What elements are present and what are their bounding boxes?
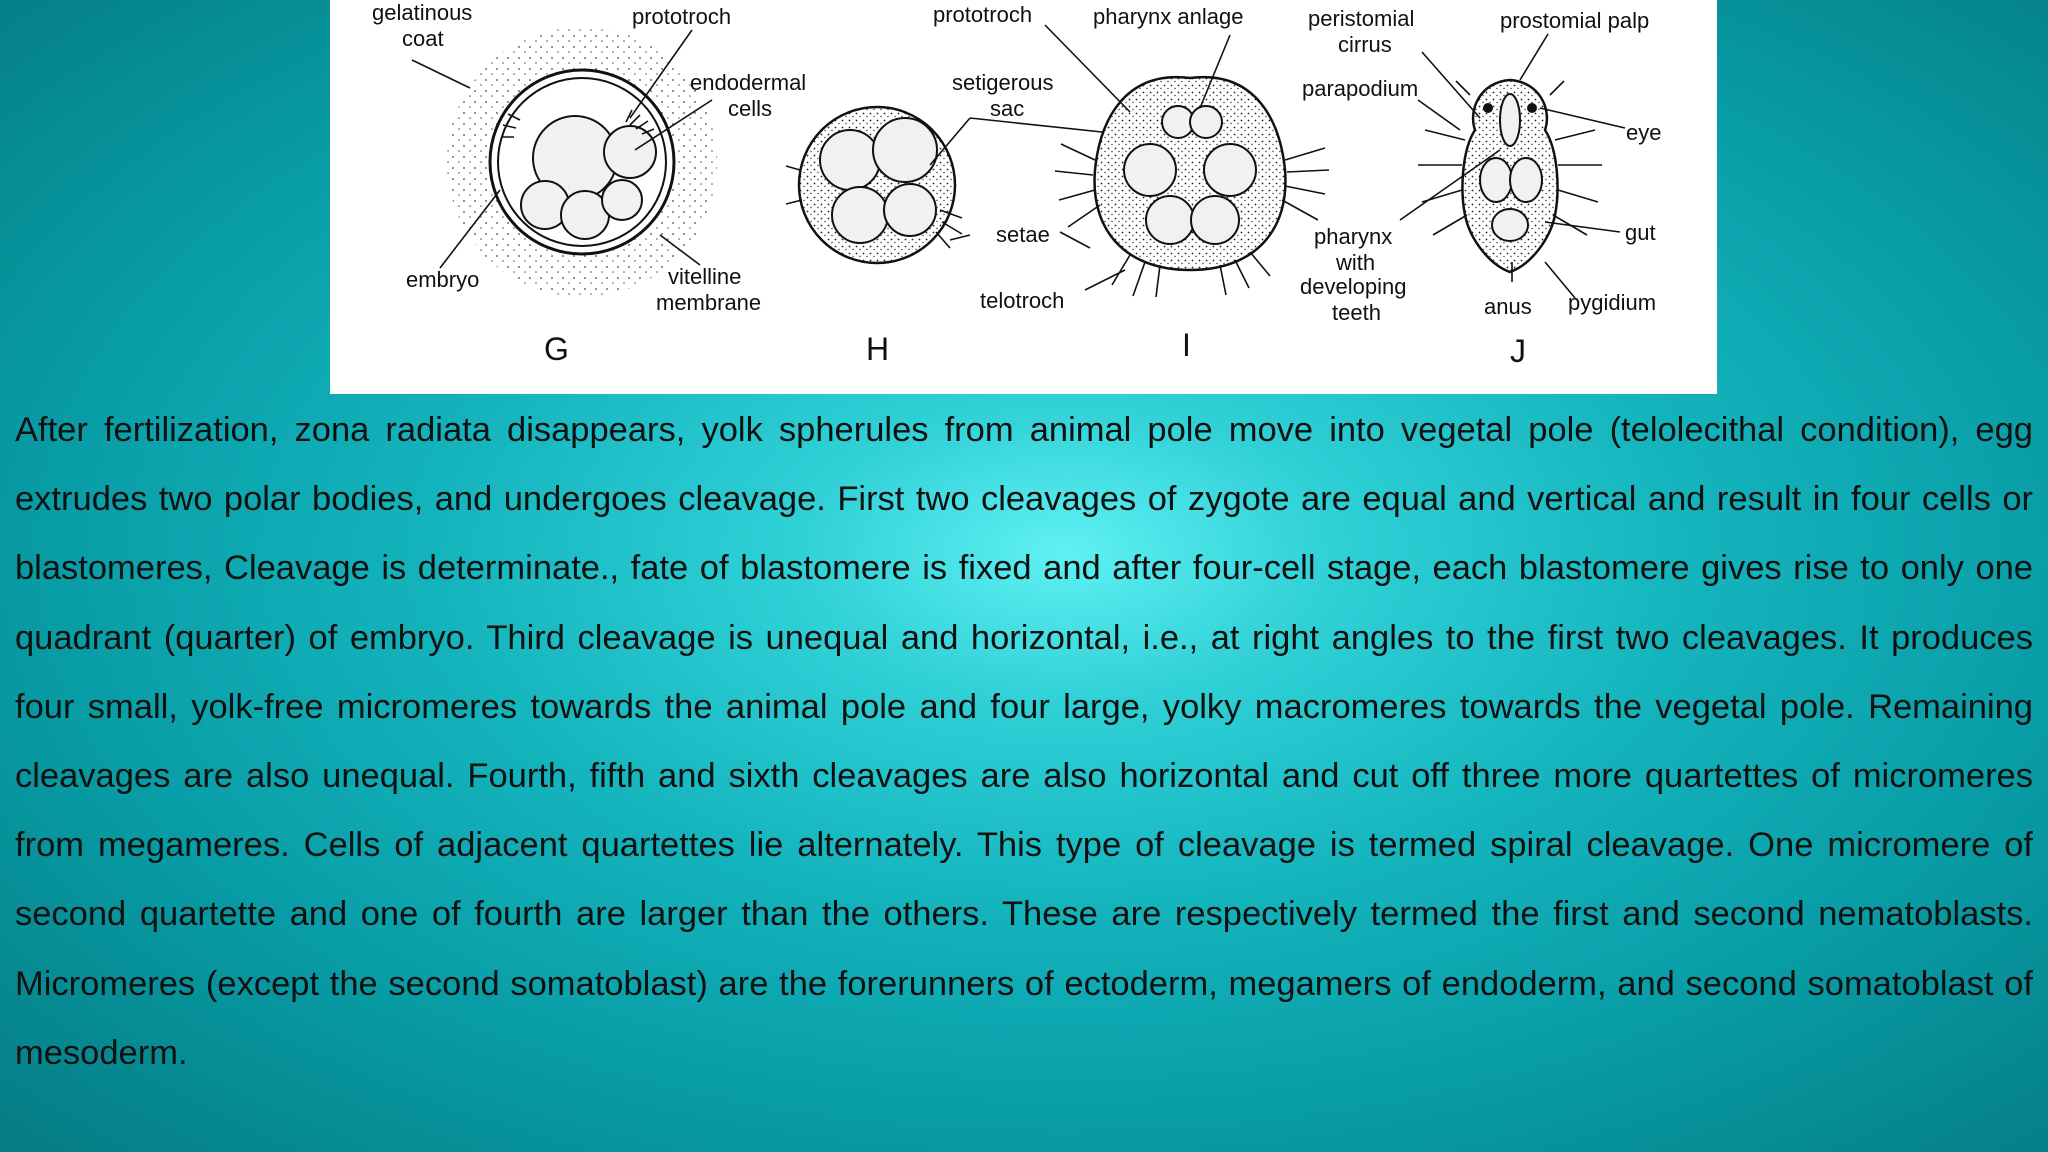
body-paragraph: After fertilization, zona radiata disappears, yolk spherules from animal pole move into vegetal pole (telolecithal condition), egg extrudes two polar bodies, and undergoes cleavage. First two cleavages of zygote are equal and vertical and result in four cells or blastomeres, Cleavage is determinate., fate of blastomere is fixed and after four-cell stage, each blastomere gives rise to only one quadrant (quarter) of embryo. Third cleavage is unequal and horizontal, i.e., at right angles to the first two cleavages. It produces four small, yolk-free micromeres towards the animal pole and four large, yolky macromeres towards the vegetal pole. Remaining cleavages are also unequal. Fourth, fifth and sixth cleavages are also horizontal and cut off three more quartettes of micromeres from megameres. Cells of adjacent quartettes lie alternately. This type of cleavage is termed spiral cleavage. One micromere of second quartette and one of fourth are larger than the others. These are respectively termed the first and second nematoblasts. Micromeres (except the second somatoblast) are the forerunners of ectoderm, megamers of endoderm, and second somatoblast of mesoderm. bbox=[15, 411, 2033, 1072]
label-pygidium: pygidium bbox=[1568, 290, 1657, 315]
label-anus: anus bbox=[1484, 294, 1532, 319]
label-setigerous-sac: setigerous sac bbox=[952, 70, 1054, 121]
stage-j-drawing bbox=[1418, 80, 1602, 272]
stage-g-drawing bbox=[447, 27, 717, 297]
label-telotroch: telotroch bbox=[980, 288, 1065, 313]
label-eye: eye bbox=[1626, 120, 1662, 145]
stage-label-i: I bbox=[1182, 327, 1191, 363]
label-endodermal-cells: endodermal cells bbox=[690, 70, 807, 121]
label-prostomial-palp: prostomial palp bbox=[1500, 8, 1650, 33]
label-pharynx-anlage: pharynx anlage bbox=[1093, 4, 1244, 29]
label-peristomial-cirrus: peristomial cirrus bbox=[1308, 6, 1415, 57]
stage-i-drawing bbox=[1055, 77, 1329, 297]
label-gut: gut bbox=[1625, 220, 1656, 245]
label-prototroch-g: prototroch bbox=[632, 4, 732, 29]
stage-label-j: J bbox=[1510, 333, 1526, 369]
label-setae: setae bbox=[996, 222, 1050, 247]
label-embryo: embryo bbox=[406, 267, 480, 292]
label-parapodium: parapodium bbox=[1302, 76, 1419, 101]
label-prototroch-i: prototroch bbox=[933, 2, 1033, 27]
label-vitelline-membrane: vitelline membrane bbox=[656, 264, 762, 315]
label-pharynx-teeth: pharynx with developing teeth bbox=[1300, 224, 1407, 325]
label-gelatinous-coat: gelatinous coat bbox=[372, 0, 473, 51]
stage-label-h: H bbox=[866, 331, 890, 367]
larval-stages-figure bbox=[330, 0, 1717, 394]
stage-h-drawing bbox=[786, 107, 962, 263]
stage-label-g: G bbox=[544, 331, 569, 367]
